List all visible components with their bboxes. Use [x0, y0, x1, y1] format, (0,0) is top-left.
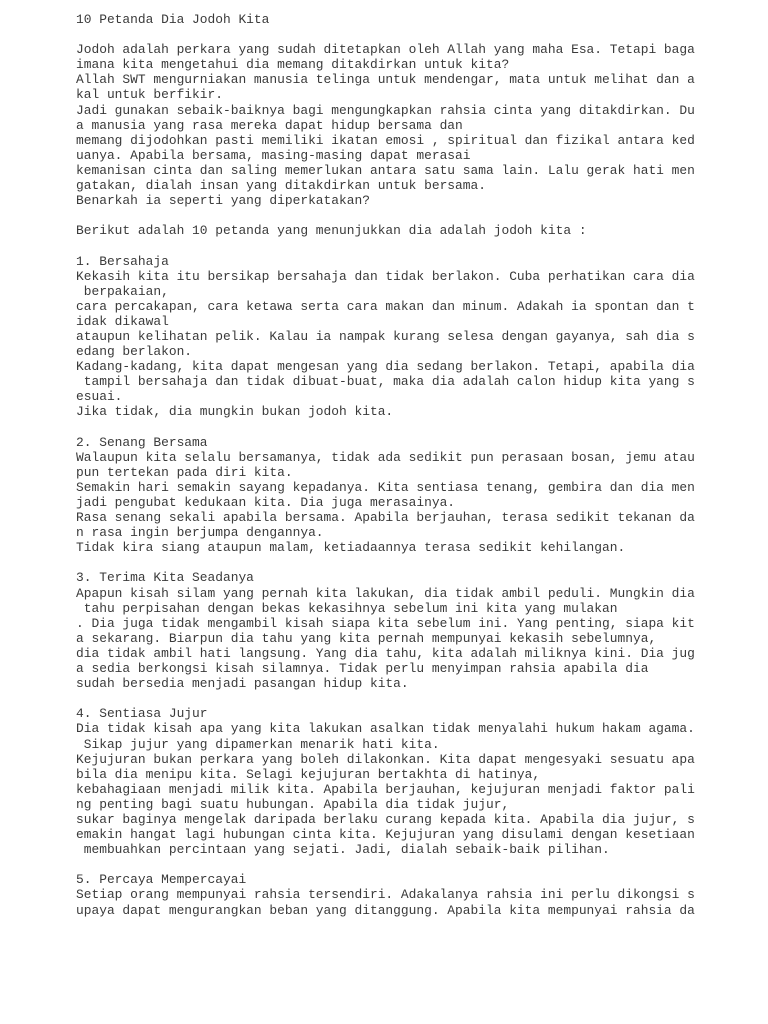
document-title: 10 Petanda Dia Jodoh Kita [76, 12, 270, 27]
text-line: pun tertekan pada diri kita. [76, 464, 293, 480]
text-line: ataupun kelihatan pelik. Kalau ia nampak kurang selesa dengan gayanya, sah dia s [76, 328, 695, 344]
text-line: Sikap jujur yang dipamerkan menarik hati kita. [76, 736, 440, 752]
text-line [76, 555, 716, 570]
text-line: cara percakapan, cara ketawa serta cara makan dan minum. Adakah ia spontan dan t [76, 298, 695, 314]
text-line: Walaupun kita selalu bersamanya, tidak ada sedikit pun perasaan bosan, jemu atau [76, 449, 695, 465]
text-line: tahu perpisahan dengan bekas kekasihnya sebelum ini kita yang mulakan [76, 600, 618, 616]
text-line: upaya dapat mengurangkan beban yang ditanggung. Apabila kita mempunyai rahsia da [76, 902, 695, 918]
text-line: berpakaian, [76, 283, 169, 299]
text-line: sukar baginya mengelak daripada berlaku curang kepada kita. Apabila dia jujur, s [76, 811, 695, 827]
text-line: 1. Bersahaja [76, 253, 169, 269]
text-line: 5. Percaya Mempercayai [76, 872, 247, 888]
text-line: a sedia berkongsi kisah silamnya. Tidak perlu menyimpan rahsia apabila dia [76, 661, 649, 677]
text-line: imana kita mengetahui dia memang ditakdirkan untuk kita? [76, 57, 510, 73]
text-line: idak dikawal [76, 313, 169, 329]
text-line: Apapun kisah silam yang pernah kita lakukan, dia tidak ambil peduli. Mungkin dia [76, 585, 695, 601]
text-line: . Dia juga tidak mengambil kisah siapa kita sebelum ini. Yang penting, siapa kit [76, 615, 695, 631]
text-line: memang dijodohkan pasti memiliki ikatan emosi , spiritual dan fizikal antara ked [76, 132, 695, 148]
text-line: Semakin hari semakin sayang kepadanya. Kita sentiasa tenang, gembira dan dia men [76, 479, 695, 495]
text-line: 4. Sentiasa Jujur [76, 706, 208, 722]
text-line: Kekasih kita itu bersikap bersahaja dan tidak berlakon. Cuba perhatikan cara dia [76, 268, 695, 284]
text-line: kal untuk berfikir. [76, 87, 223, 103]
text-line [76, 857, 716, 872]
text-line [76, 27, 716, 42]
text-line: Benarkah ia seperti yang diperkatakan? [76, 193, 370, 209]
text-line: bila dia menipu kita. Selagi kejujuran bertakhta di hatinya, [76, 766, 541, 782]
text-line [76, 420, 716, 435]
text-line [76, 208, 716, 223]
text-line: Jika tidak, dia mungkin bukan jodoh kita. [76, 404, 394, 420]
text-line: a manusia yang rasa mereka dapat hidup bersama dan [76, 117, 463, 133]
text-line: Jodoh adalah perkara yang sudah ditetapkan oleh Allah yang maha Esa. Tetapi baga [76, 42, 695, 58]
text-line: kemanisan cinta dan saling memerlukan antara satu sama lain. Lalu gerak hati men [76, 162, 695, 178]
text-line: a sekarang. Biarpun dia tahu yang kita pernah mempunyai kekasih sebelumnya, [76, 630, 657, 646]
text-line: Kadang-kadang, kita dapat mengesan yang dia sedang berlakon. Tetapi, apabila dia [76, 359, 695, 375]
text-line: ng penting bagi suatu hubungan. Apabila dia tidak jujur, [76, 796, 510, 812]
text-line: n rasa ingin berjumpa dengannya. [76, 525, 324, 541]
text-line: 2. Senang Bersama [76, 434, 208, 450]
text-line: Tidak kira siang ataupun malam, ketiadaannya terasa sedikit kehilangan. [76, 540, 626, 556]
text-line [76, 238, 716, 253]
text-line: membuahkan percintaan yang sejati. Jadi, dialah sebaik-baik pilihan. [76, 842, 610, 858]
text-line: dia tidak ambil hati langsung. Yang dia tahu, kita adalah miliknya kini. Dia jug [76, 645, 695, 661]
text-line: uanya. Apabila bersama, masing-masing dapat merasai [76, 147, 471, 163]
text-line: Setiap orang mempunyai rahsia tersendiri. Adakalanya rahsia ini perlu dikongsi s [76, 887, 695, 903]
text-line: emakin hangat lagi hubungan cinta kita. Kejujuran yang disulami dengan kesetiaan [76, 827, 695, 843]
text-line: Dia tidak kisah apa yang kita lakukan asalkan tidak menyalahi hukum hakam agama. [76, 721, 695, 737]
text-line: jadi pengubat kedukaan kita. Dia juga merasainya. [76, 495, 456, 510]
text-line: sudah bersedia menjadi pasangan hidup kita. [76, 676, 409, 692]
text-line: edang berlakon. [76, 344, 193, 360]
text-line: gatakan, dialah insan yang ditakdirkan untuk bersama. [76, 178, 486, 194]
text-line: esuai. [76, 389, 123, 405]
text-line: 3. Terima Kita Seadanya [76, 570, 254, 586]
text-line: tampil bersahaja dan tidak dibuat-buat, maka dia adalah calon hidup kita yang s [76, 374, 695, 390]
document-text [76, 12, 716, 918]
text-line: Berikut adalah 10 petanda yang menunjukkan dia adalah jodoh kita : [76, 223, 587, 239]
text-line: Allah SWT mengurniakan manusia telinga untuk mendengar, mata untuk melihat dan a [76, 72, 695, 88]
text-line: kebahagiaan menjadi milik kita. Apabila berjauhan, kejujuran menjadi faktor pali [76, 781, 695, 797]
text-line: Jadi gunakan sebaik-baiknya bagi mengungkapkan rahsia cinta yang ditakdirkan. Du [76, 102, 695, 118]
text-line: Rasa senang sekali apabila bersama. Apabila berjauhan, terasa sedikit tekanan da [76, 510, 695, 526]
text-line: Kejujuran bukan perkara yang boleh dilakonkan. Kita dapat mengesyaki sesuatu apa [76, 751, 695, 767]
text-line [76, 691, 716, 706]
